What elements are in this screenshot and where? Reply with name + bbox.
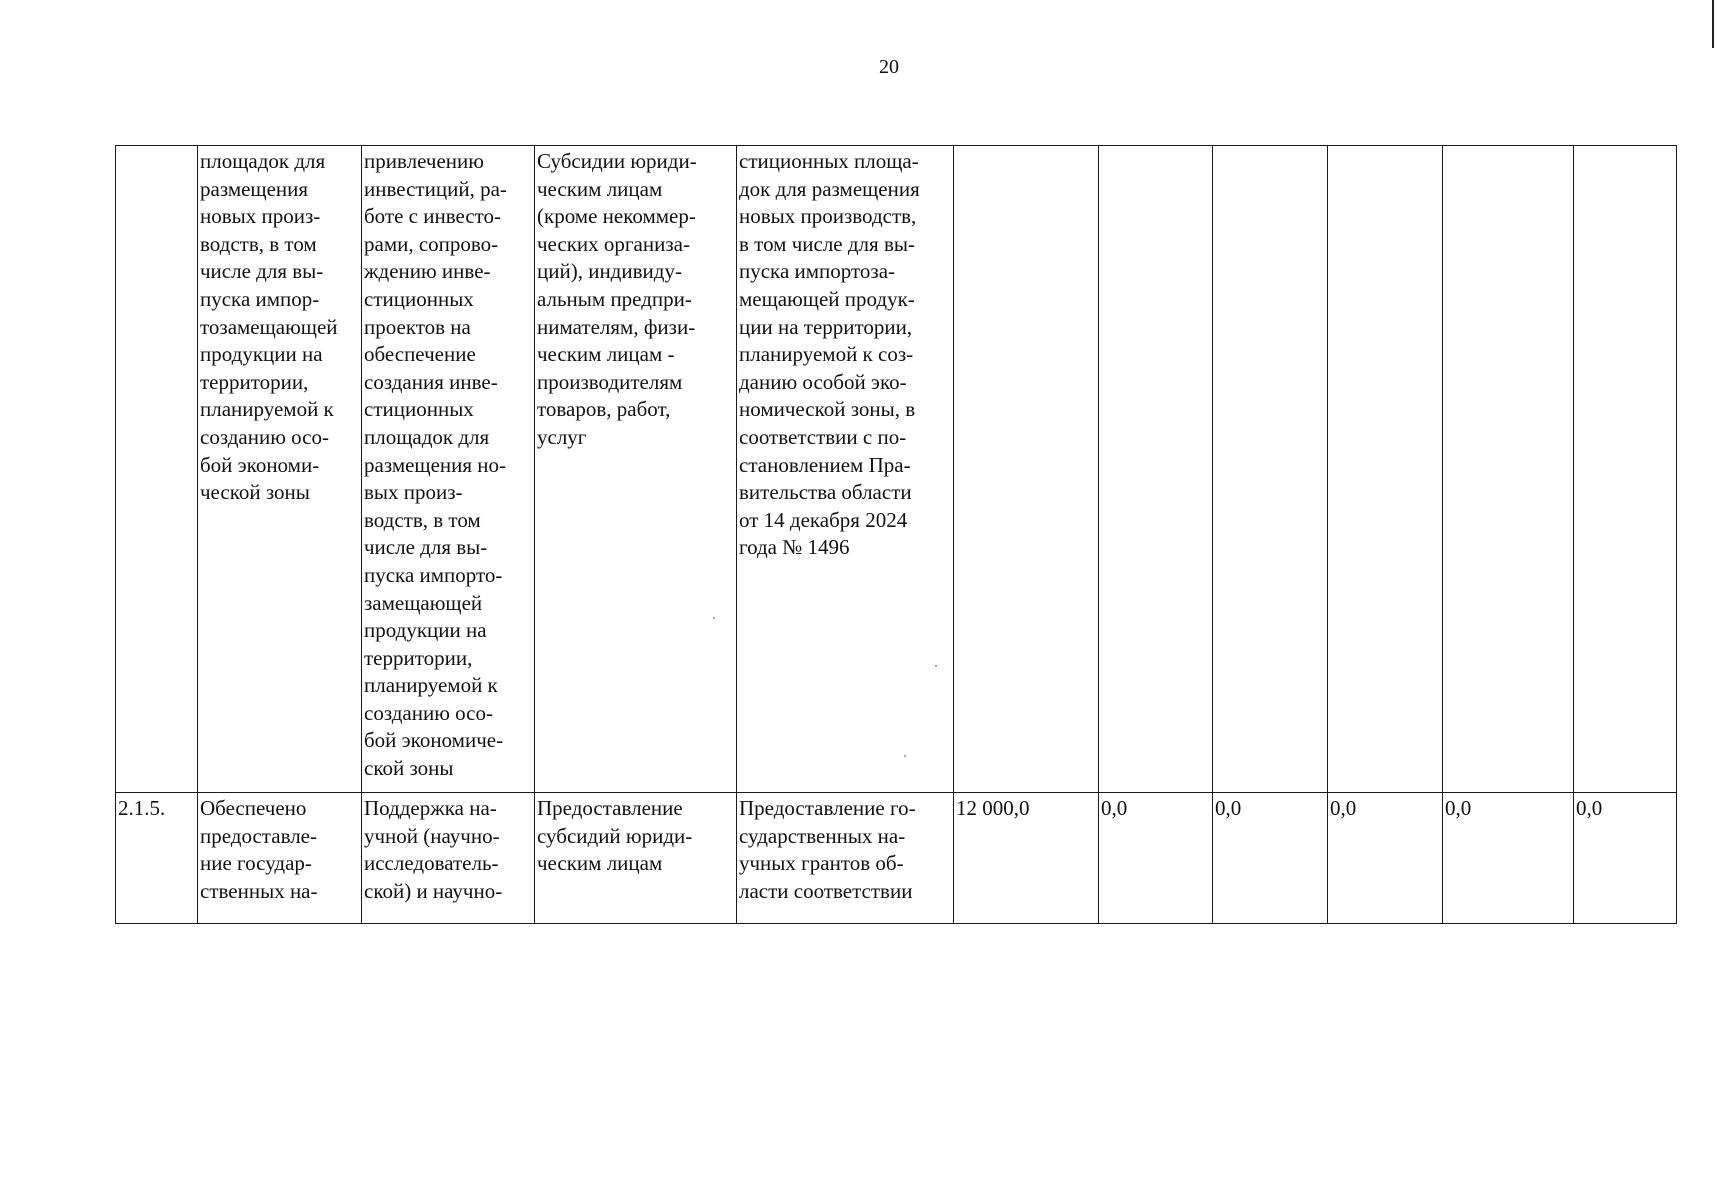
table-row — [116, 146, 1677, 793]
cell-value: 0,0 — [1099, 793, 1213, 924]
cell-value: 0,0 — [1443, 793, 1574, 924]
scan-edge-line — [1712, 0, 1714, 48]
cell-description: стиционных площа- док для размещения новых производств, в том числе для вы- пуска импортоза- мещающей продук- ции на территории, планируемой к соз- данию особой эко- номической зоны, в соответствии с по- становлением Пра- вительства области от 14 декабря 2024 года № 1496 — [737, 146, 954, 793]
cell-value: 0,0 — [1328, 793, 1443, 924]
cell-id — [116, 146, 198, 793]
cell-value — [1443, 146, 1574, 793]
cell-id: 2.1.5. — [116, 793, 198, 924]
cell-value — [954, 146, 1099, 793]
cell-result: Обеспечено предоставле- ние государ- ственных на- — [198, 793, 362, 924]
page-number: 20 — [879, 56, 899, 78]
cell-result: площадок для размещения новых произ- водств, в том числе для вы- пуска импор- тозамещающей продукции на территории, планируемой к созданию осо- бой экономи- ческой зоны — [198, 146, 362, 793]
cell-activity: привлечению инвестиций, ра- боте с инвесто- рами, сопрово- ждению инве- стиционных проектов на обеспечение создания инве- стиционных площадок для размещения но- вых произ- водств, в том числе для вы- пуска импорто- замещающей продукции на территории, планируемой к созданию осо- бой экономиче- ской зоны — [362, 146, 535, 793]
cell-value — [1328, 146, 1443, 793]
cell-type: Субсидии юриди- ческим лицам (кроме некоммер- ческих организа- ций), индивиду- альным предпри- нимателям, физи- ческим лицам - производителям товаров, работ, услуг — [535, 146, 737, 793]
cell-value: 0,0 — [1213, 793, 1328, 924]
cell-value: 0,0 — [1574, 793, 1677, 924]
cell-value — [1213, 146, 1328, 793]
scan-speck — [935, 665, 937, 667]
scan-speck — [713, 617, 715, 619]
cell-value — [1099, 146, 1213, 793]
scan-speck — [904, 755, 906, 757]
cell-value — [1574, 146, 1677, 793]
cell-value: 12 000,0 — [954, 793, 1099, 924]
cell-type: Предоставление субсидий юриди- ческим лицам — [535, 793, 737, 924]
table-row — [116, 793, 1677, 924]
cell-description: Предоставление го- сударственных на- учных грантов об- ласти соответствии — [737, 793, 954, 924]
program-table — [115, 145, 1677, 924]
cell-activity: Поддержка на- учной (научно- исследователь- ской) и научно- — [362, 793, 535, 924]
